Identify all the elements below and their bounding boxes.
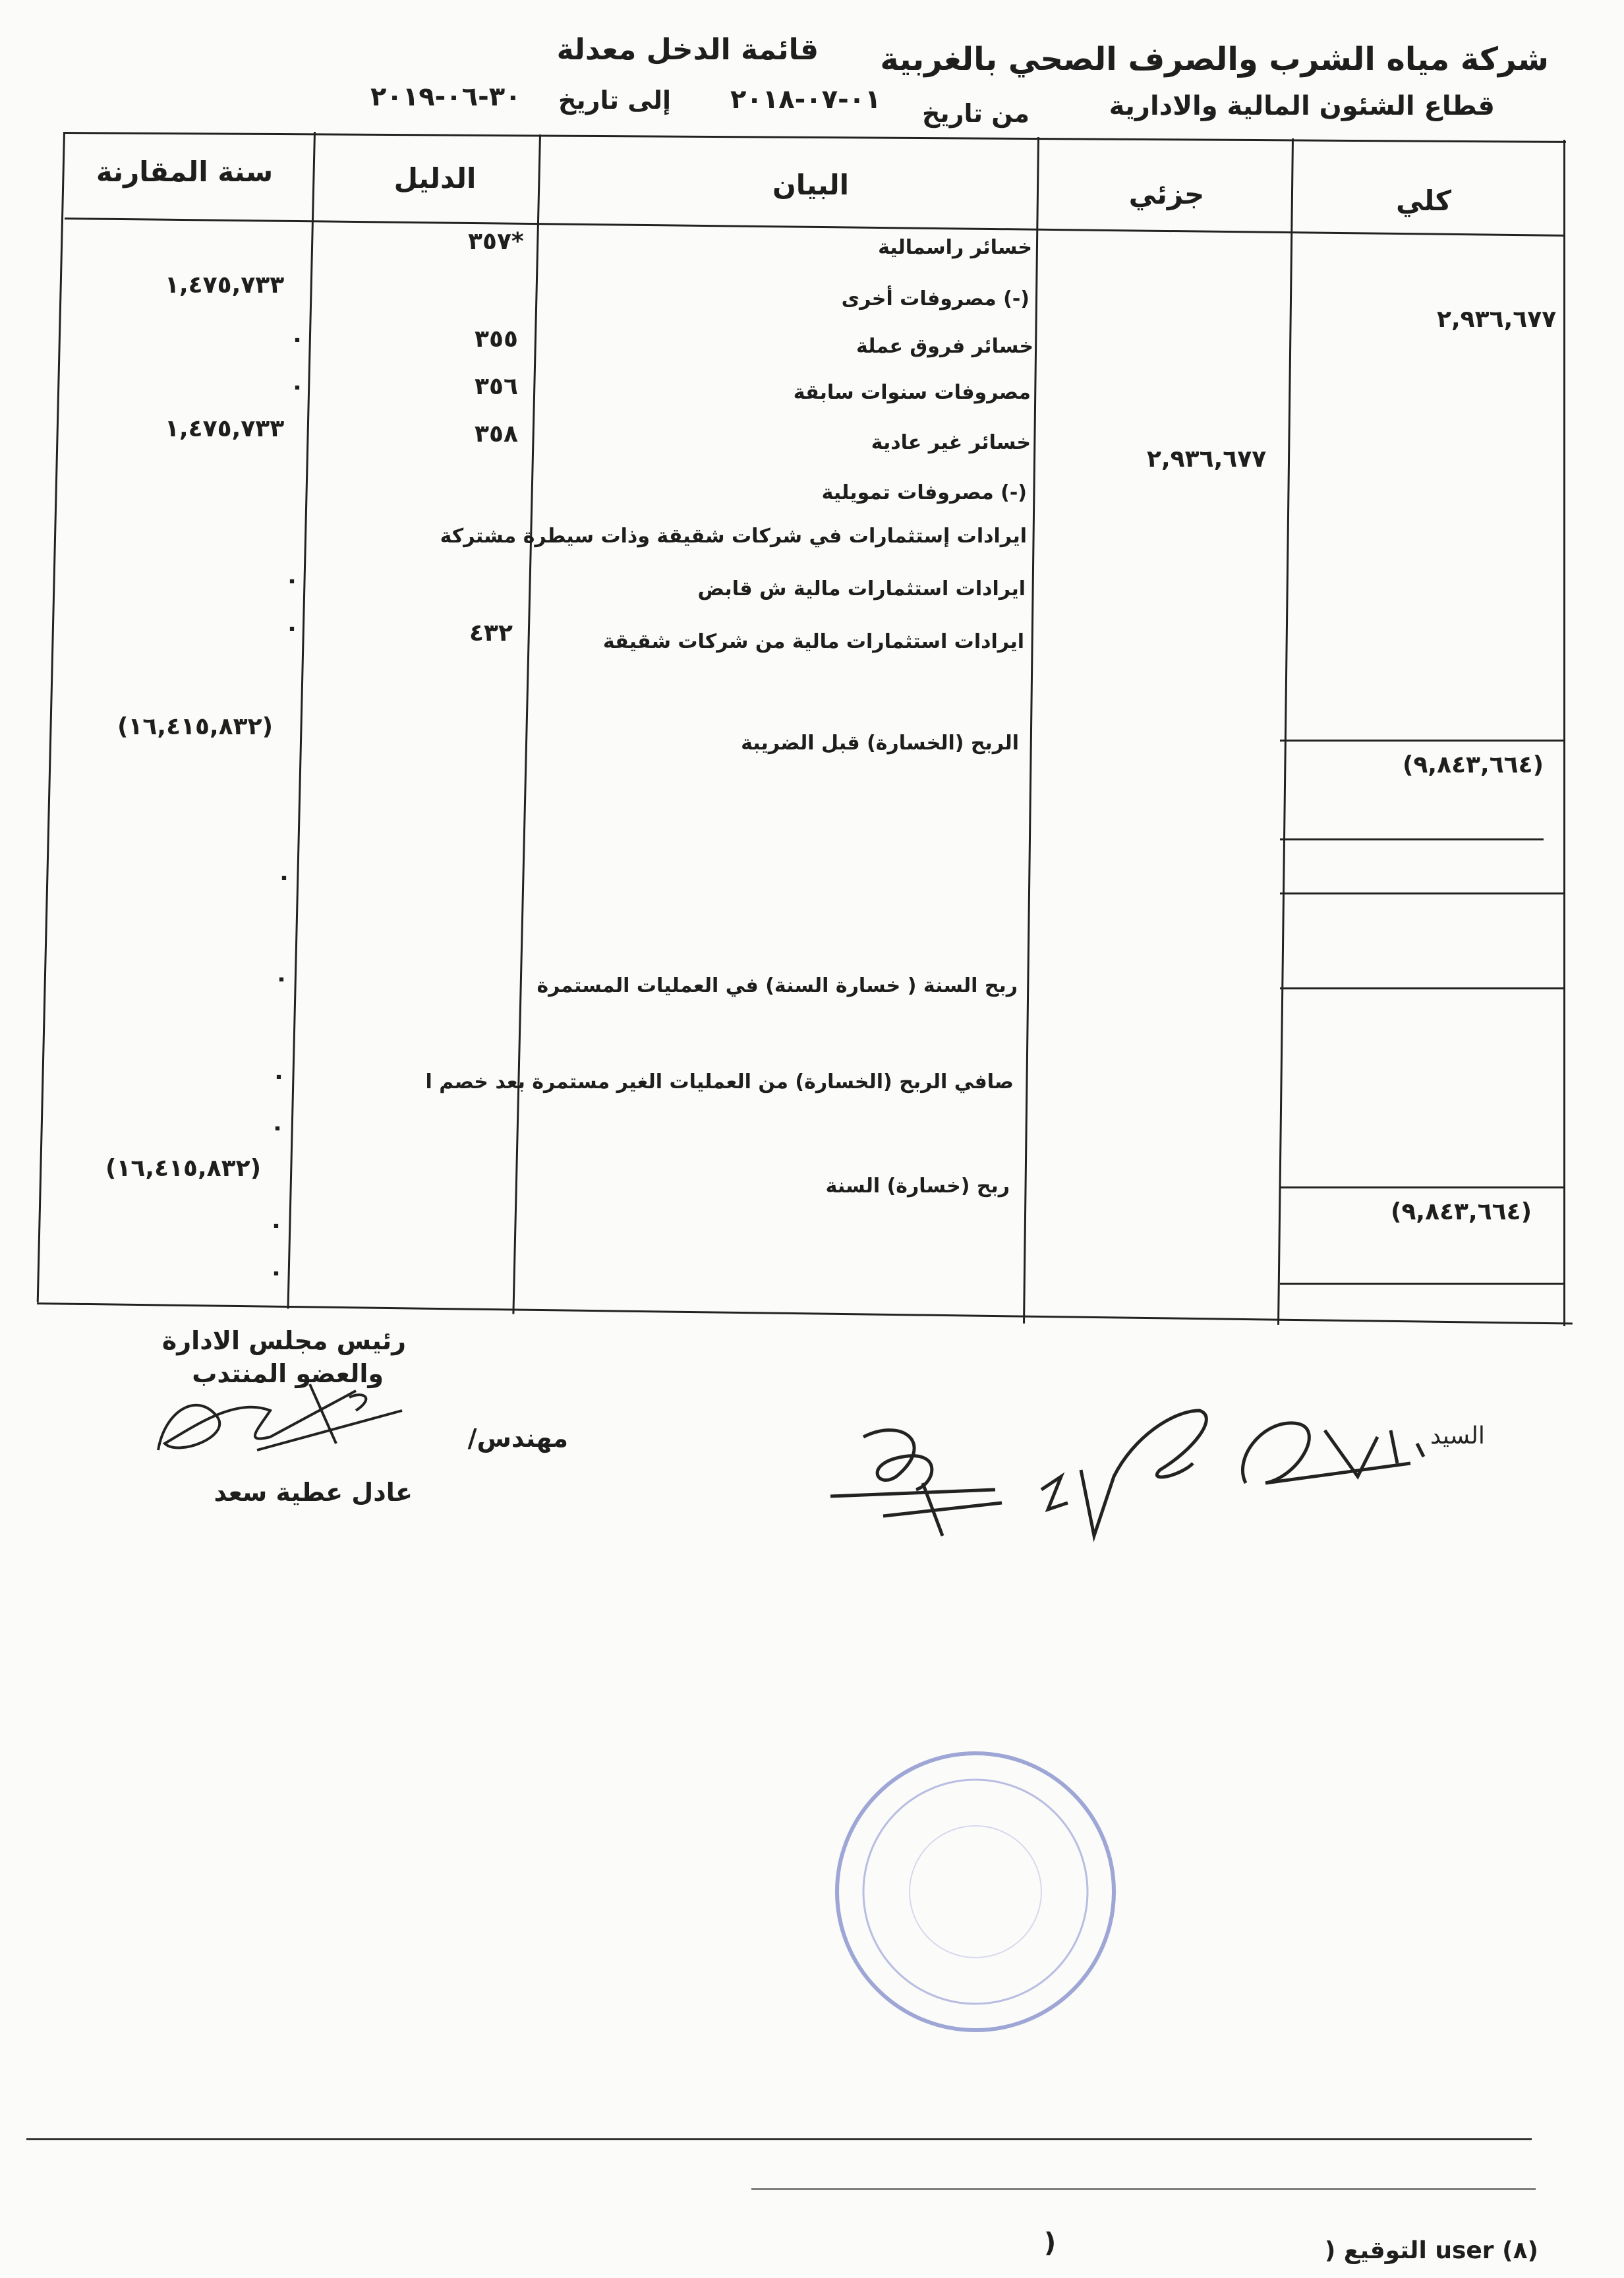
to-date: ٣٠-٠٦-٢٠١٩	[370, 82, 521, 112]
table-border-top	[63, 132, 1566, 143]
row-description: ايرادات استثمارات مالية من شركات شقيقة	[602, 630, 1024, 653]
header-comparison-year: سنة المقارنة	[96, 156, 274, 188]
footer-closing-paren: )	[1044, 2228, 1057, 2258]
total-line-3	[1280, 892, 1563, 894]
row-comparison: (١٦,٤١٥,٨٣٢)	[105, 1155, 262, 1182]
row-total: ٢,٩٣٦,٦٧٧	[1437, 306, 1557, 333]
row-partial: ٢,٩٣٦,٦٧٧	[1147, 446, 1267, 473]
official-stamp	[824, 1740, 1127, 2043]
row-comparison: ٠	[285, 567, 299, 594]
footer-divider-short	[751, 2188, 1536, 2190]
row-description: خسائر راسمالية	[878, 236, 1032, 259]
row-reference: ٣٥٦	[475, 373, 518, 400]
chair-signature	[138, 1371, 415, 1470]
total-line-5	[1280, 1186, 1563, 1188]
chair-title-line2: والعضو المنتدب	[192, 1359, 384, 1388]
row-comparison: ٠	[269, 1212, 283, 1239]
row-description: خسائر غير عادية	[871, 431, 1031, 454]
handwritten-note: السيد	[1430, 1422, 1485, 1449]
row-total: (٩,٨٤٣,٦٦٤)	[1403, 751, 1544, 778]
row-description: (-) مصروفات أخرى	[841, 287, 1030, 310]
row-description: الربح (الخسارة) قبل الضريبة	[741, 732, 1019, 755]
footer-signature-label: (٨) user التوقيع (	[1324, 2237, 1538, 2264]
header-description: البيان	[772, 169, 850, 201]
signature-1	[824, 1417, 1022, 1549]
column-divider-4	[1277, 138, 1294, 1325]
row-description: ربح (خسارة) السنة	[825, 1175, 1010, 1198]
company-name: شركة مياه الشرب والصرف الصحي بالغربية	[880, 41, 1549, 78]
row-comparison: ٠	[269, 1259, 283, 1286]
from-date-label: من تاريخ	[921, 99, 1030, 128]
row-reference: ٤٣٢	[469, 620, 513, 647]
row-description: ربح السنة ( خسارة السنة) في العمليات المستمرة	[536, 974, 1018, 997]
row-comparison: ٠	[272, 1063, 286, 1090]
row-description: ايرادات استثمارات مالية ش قابض	[697, 577, 1026, 600]
total-line-6	[1280, 1283, 1563, 1285]
row-comparison: ٠	[277, 863, 291, 891]
total-line-4	[1280, 987, 1563, 989]
row-comparison: ١,٤٧٥,٧٣٣	[165, 272, 285, 299]
total-line-2	[1280, 838, 1544, 840]
footer-divider	[26, 2138, 1532, 2140]
row-comparison: (١٦,٤١٥,٨٣٢)	[117, 713, 274, 740]
table-border-left	[37, 132, 65, 1302]
row-comparison: ١,٤٧٥,٧٣٣	[165, 415, 285, 442]
row-reference: ٣٥٥	[475, 326, 518, 353]
row-reference: ٣٥٨	[475, 421, 518, 448]
row-total: (٩,٨٤٣,٦٦٤)	[1391, 1198, 1532, 1225]
row-description: صافي الربح (الخسارة) من العمليات الغير مستمرة بعد خصم ا	[425, 1070, 1014, 1094]
row-comparison: ٠	[290, 326, 304, 353]
row-comparison: ٠	[290, 373, 304, 400]
chair-title-line1: رئيس مجلس الادارة	[161, 1326, 406, 1355]
chair-name: عادل عطية سعد	[214, 1478, 413, 1507]
row-description: ايرادات إستثمارات في شركات شقيقة وذات سيطرة مشتركة	[440, 525, 1027, 548]
statement-title: قائمة الدخل معدلة	[556, 33, 819, 67]
row-comparison: ٠	[285, 614, 299, 641]
signature-2	[1028, 1397, 1226, 1549]
header-row-line	[65, 218, 1565, 237]
table-border-bottom	[37, 1302, 1573, 1324]
to-date-label: إلى تاريخ	[558, 86, 671, 115]
header-reference: الدليل	[393, 162, 477, 194]
row-description: مصروفات سنوات سابقة	[793, 381, 1031, 404]
from-date: ٠١-٠٧-٢٠١٨	[730, 84, 881, 115]
row-description: (-) مصروفات تمويلية	[821, 481, 1027, 504]
column-divider-2	[512, 134, 541, 1314]
row-comparison: ٠	[270, 1114, 285, 1141]
column-divider-1	[287, 132, 316, 1309]
row-reference: ٣٥٧*	[468, 228, 524, 255]
row-description: خسائر فروق عملة	[856, 335, 1033, 358]
sector-name: قطاع الشئون المالية والادارية	[1109, 91, 1495, 121]
header-total: كلي	[1395, 185, 1452, 217]
total-line-1	[1280, 740, 1563, 742]
table-border-right	[1563, 140, 1565, 1326]
engineer-label: مهندس/	[467, 1424, 568, 1453]
row-comparison: ٠	[274, 965, 289, 992]
header-partial: جزئي	[1128, 178, 1205, 210]
column-divider-3	[1023, 137, 1039, 1324]
signature-3	[1226, 1404, 1485, 1509]
